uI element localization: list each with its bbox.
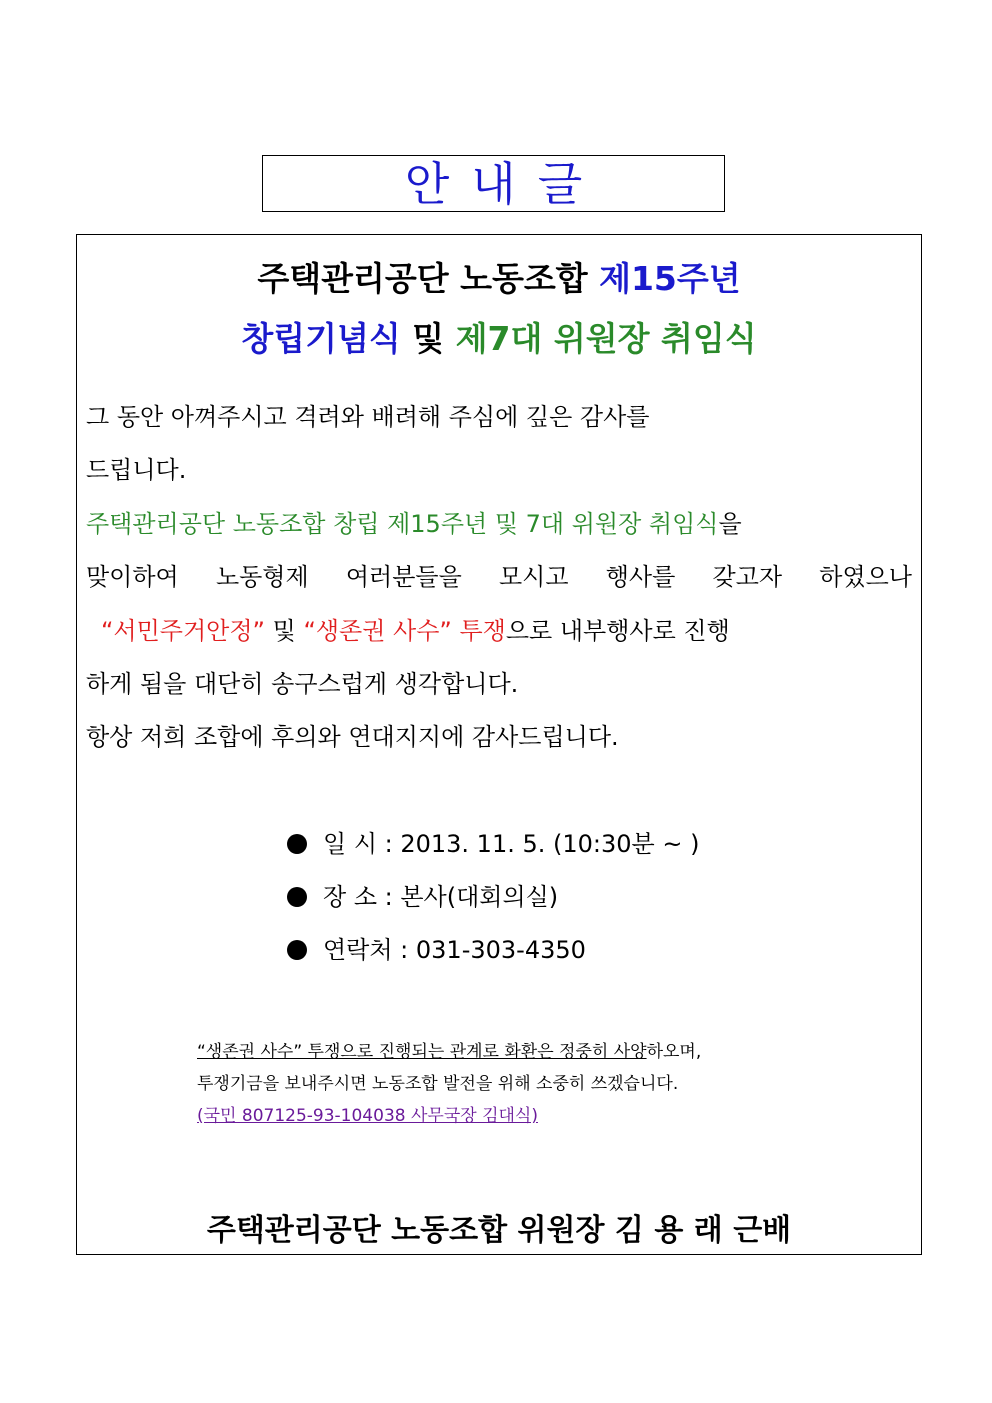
info-contact — [287, 938, 586, 962]
body-slogan-housing: “서민주거안정” — [101, 617, 265, 645]
body-particle: 을 — [718, 510, 742, 538]
headline-line-2 — [77, 313, 921, 360]
body-line-7: 항상 저희 조합에 후의와 연대지지에 감사드립니다. — [86, 723, 619, 751]
body-event-name: 주택관리공단 노동조합 창립 제15주년 및 7대 위원장 취임식 — [86, 510, 719, 538]
note-line-2: 투쟁기금을 보내주시면 노동조합 발전을 위해 소중히 쓰겠습니다. — [197, 1074, 679, 1094]
info-date-text: 일 시 : 2013. 11. 5. (10:30분 ~ ) — [323, 830, 700, 858]
body-and: 및 — [264, 617, 304, 645]
headline-anniversary: 제15주년 — [599, 259, 741, 298]
headline-inauguration: 제7대 위원장 취임식 — [455, 319, 757, 358]
body-line-4: 맞이하여 노동형제 여러분들을 모시고 행사를 갖고자 하였으나 — [86, 563, 912, 591]
body-line-6: 하게 됨을 대단히 송구스럽게 생각합니다. — [86, 670, 519, 698]
body-line-1: 그 동안 아껴주시고 격려와 배려해 주심에 깊은 감사를 — [86, 403, 650, 431]
note-decline-wreath: “생존권 사수” 투쟁으로 진행되는 관계로 화환은 정중히 사양 — [197, 1042, 647, 1062]
body-line-5 — [101, 619, 927, 643]
body-line-2: 드립니다. — [86, 456, 187, 484]
body-line-5-rest: 으로 내부행사로 진행 — [505, 617, 730, 645]
headline-union-name: 주택관리공단 노동조합 — [257, 259, 600, 298]
bullet-icon — [287, 887, 307, 907]
notice-body-box — [76, 234, 922, 1255]
headline-line-1 — [77, 253, 921, 300]
info-place-text: 장 소 : 본사(대회의실) — [323, 883, 559, 911]
title-box — [262, 155, 725, 212]
info-date — [287, 832, 699, 856]
body-line-3 — [86, 512, 912, 536]
bullet-icon — [287, 940, 307, 960]
note-bank-account: (국민 807125-93-104038 사무국장 김대식) — [197, 1106, 538, 1126]
headline-and: 및 — [400, 319, 456, 358]
signature: 주택관리공단 노동조합 위원장 김 용 래 근배 — [206, 1213, 792, 1248]
info-contact-text: 연락처 : 031-303-4350 — [323, 936, 586, 964]
page-title: 안내글 — [404, 156, 605, 211]
note-line-1 — [197, 1044, 701, 1061]
body-slogan-survival: “생존권 사수” 투쟁 — [303, 617, 506, 645]
info-place — [287, 885, 558, 909]
headline-ceremony: 창립기념식 — [241, 319, 401, 358]
bullet-icon — [287, 834, 307, 854]
note-line-1-rest: 하오며, — [646, 1042, 702, 1062]
